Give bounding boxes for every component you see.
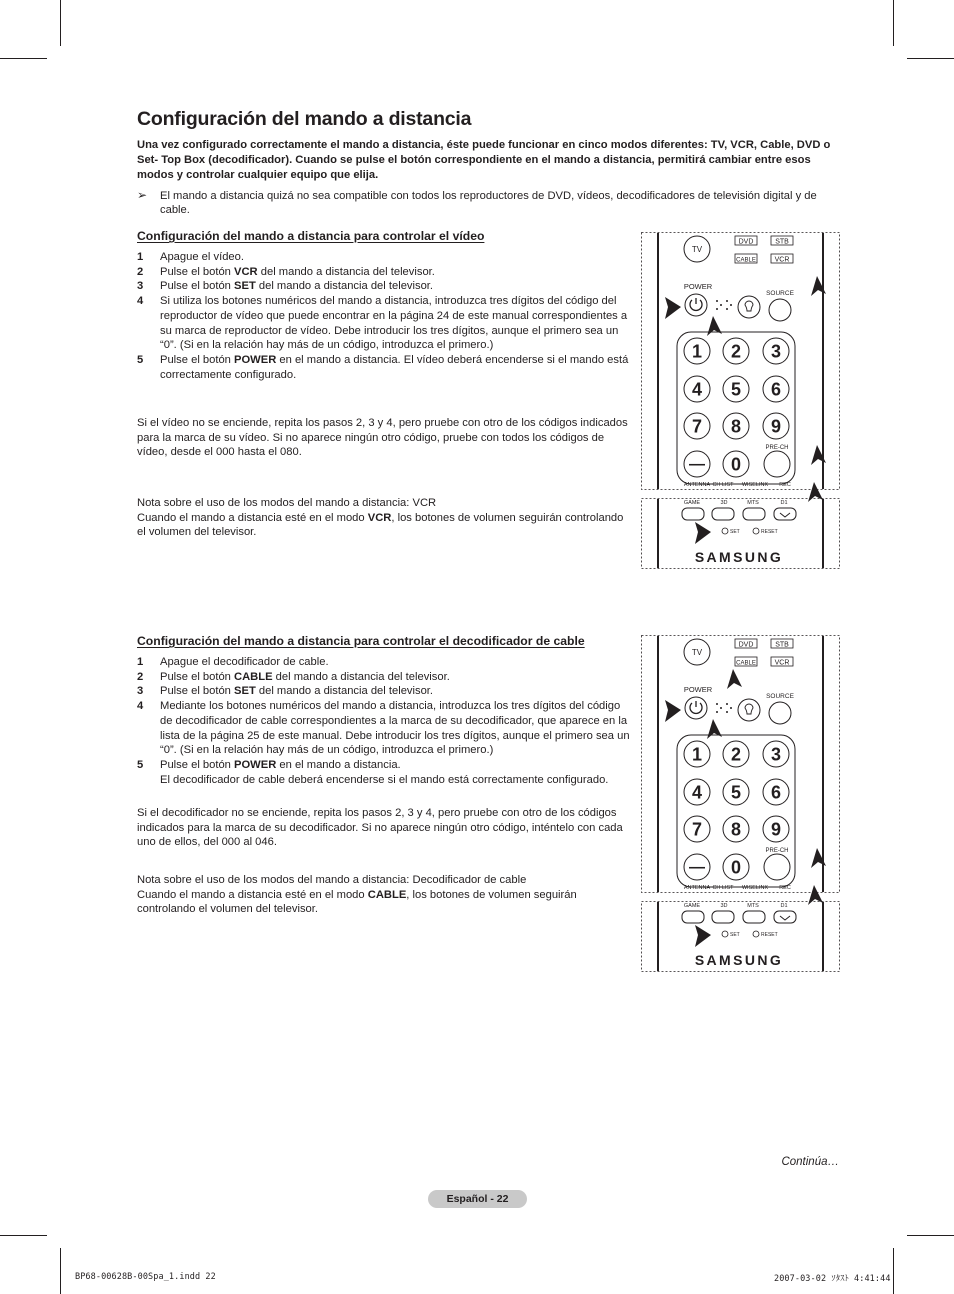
step-item: 5 Pulse el botón POWER en el mando a distancia. El decodificador de cable deberá encenderse si el mando está correctamente configurado. bbox=[137, 758, 609, 786]
dash-label: — bbox=[689, 859, 705, 876]
dash-label: — bbox=[689, 456, 705, 473]
digit-label: 3 bbox=[770, 744, 782, 765]
reset-label: RESET bbox=[761, 932, 778, 938]
section-title-cable: Configuración del mando a distancia para controlar el decodificador de cable bbox=[137, 634, 585, 648]
digit-label: 7 bbox=[691, 416, 703, 437]
step-item: 1 Apague el decodificador de cable. bbox=[137, 656, 329, 668]
pointer-arrow-icon bbox=[695, 925, 711, 947]
digit-label: 0 bbox=[730, 857, 742, 878]
set-label: SET bbox=[730, 932, 740, 938]
step-item: 2 Pulse el botón VCR del mando a distancia del televisor. bbox=[137, 265, 435, 278]
vcr-label: VCR bbox=[774, 256, 790, 264]
page-title: Configuración del mando a distancia bbox=[137, 108, 472, 130]
pointer-arrow-icon bbox=[665, 700, 681, 722]
remote-svg bbox=[641, 232, 840, 570]
remote-illustration-cable bbox=[641, 635, 840, 978]
compatibility-note bbox=[137, 189, 837, 217]
crop-mark bbox=[907, 1235, 954, 1236]
stb-label: STB bbox=[775, 238, 789, 246]
reset-label: RESET bbox=[761, 529, 778, 535]
remote-edge-right bbox=[822, 233, 824, 489]
cable-label: CABLE bbox=[736, 257, 756, 264]
section-title-vcr: Configuración del mando a distancia para controlar el vídeo bbox=[137, 229, 485, 243]
3d-label: 3D bbox=[720, 500, 728, 506]
source-button[interactable] bbox=[769, 299, 791, 321]
set-button[interactable] bbox=[722, 931, 728, 937]
page-number-badge: Español - 22 bbox=[428, 1190, 527, 1208]
pre-ch-button[interactable] bbox=[764, 854, 790, 880]
pre-ch-label: PRE-CH bbox=[765, 445, 789, 451]
pointer-arrow-icon bbox=[665, 297, 681, 319]
remote-edge-left bbox=[657, 233, 659, 489]
cable-label: CABLE bbox=[736, 660, 756, 667]
digit-label: 4 bbox=[691, 379, 703, 400]
steps-list-cable bbox=[137, 655, 634, 787]
mts-button[interactable] bbox=[743, 508, 765, 520]
footer-file-info: BP68-00628B-00Spa_1.indd 22 bbox=[75, 1272, 216, 1282]
digit-label: 5 bbox=[730, 379, 742, 400]
intro-paragraph: Una vez configurado correctamente el mando a distancia, éste puede funcionar en cinco modos diferentes: TV, VCR, Cable, DVD o Set- Top Box (decodificador). Cuando se pulse el botón correspondiente en el mando a distancia, permitirá cambiar entre esos modos y controlar cualquier equipo que elija. bbox=[137, 139, 831, 181]
set-button[interactable] bbox=[722, 528, 728, 534]
retry-paragraph-vcr: Si el vídeo no se enciende, repita los pasos 2, 3 y 4, pero pruebe con otro de los códigos indicados para la marca de su vídeo. Si no aparece ningún otro código, pruebe con todos los códigos de vídeo, desde el 000 hasta el 080. bbox=[137, 417, 628, 459]
samsung-logo: SAMSUNG bbox=[694, 952, 784, 968]
game-button[interactable] bbox=[682, 911, 704, 923]
digit-label: 8 bbox=[730, 416, 742, 437]
3d-button[interactable] bbox=[712, 911, 734, 923]
crop-mark bbox=[907, 58, 954, 59]
power-button[interactable] bbox=[685, 697, 707, 719]
game-label: GAME bbox=[683, 903, 701, 909]
3d-button[interactable] bbox=[712, 508, 734, 520]
step-item: 4 Si utiliza los botones numéricos del mando a distancia, introduzca tres dígitos del código del reproductor de vídeo que puede encontrar en la página 24 de este manual correspondientes a su marca de reproductor de vídeo. Debe introducir los tres dígitos, aunque el primero sea un “0”. (Si en la relación hay más de un código, introduzca el primero.) bbox=[137, 295, 628, 352]
power-label: POWER bbox=[683, 685, 713, 694]
digit-label: 2 bbox=[730, 341, 742, 362]
d1-button[interactable] bbox=[774, 508, 796, 520]
digit-label: 3 bbox=[770, 341, 782, 362]
d1-label: D1 bbox=[780, 903, 788, 909]
light-button[interactable] bbox=[738, 699, 760, 721]
pre-ch-button[interactable] bbox=[764, 451, 790, 477]
step-item: 1 Apague el vídeo. bbox=[137, 251, 244, 263]
steps-list-vcr bbox=[137, 250, 634, 382]
digit-label: 8 bbox=[730, 819, 742, 840]
antenna-label: ANTENNA bbox=[683, 885, 711, 891]
crop-mark bbox=[0, 58, 47, 59]
stb-label: STB bbox=[775, 641, 789, 649]
digit-label: 7 bbox=[691, 819, 703, 840]
remote-edge-left bbox=[657, 636, 659, 892]
pointer-arrow-icon bbox=[727, 669, 742, 689]
digit-label: 9 bbox=[770, 416, 782, 437]
digit-label: 6 bbox=[770, 379, 782, 400]
set-label: SET bbox=[730, 529, 740, 535]
footer-timestamp: 2007-03-02 ｿﾀｽﾄ 4:41:44 bbox=[774, 1274, 891, 1284]
rec-label: REC bbox=[779, 885, 791, 891]
ch-list-label: CH LIST bbox=[712, 885, 734, 891]
remote-edge-right bbox=[822, 636, 824, 892]
pointer-arrow-icon bbox=[695, 522, 711, 544]
mts-label: MTS bbox=[747, 903, 759, 909]
digit-label: 0 bbox=[730, 454, 742, 475]
crop-mark bbox=[60, 0, 61, 46]
crop-mark bbox=[893, 0, 894, 46]
wiselink-label: WISELINK bbox=[741, 885, 769, 891]
source-label: SOURCE bbox=[766, 290, 794, 297]
pre-ch-label: PRE-CH bbox=[765, 848, 789, 854]
step-item: 5 Pulse el botón POWER en el mando a distancia. El vídeo deberá encenderse si el mando está correctamente configurado. bbox=[137, 353, 629, 381]
remote-svg bbox=[641, 635, 840, 973]
samsung-logo: SAMSUNG bbox=[694, 549, 784, 565]
dvd-label: DVD bbox=[738, 238, 754, 246]
3d-label: 3D bbox=[720, 903, 728, 909]
source-label: SOURCE bbox=[766, 693, 794, 700]
mode-note-vcr: Nota sobre el uso de los modos del mando a distancia: VCR Cuando el mando a distancia esté en el modo VCR, los botones de volumen seguirán controlando el volumen del televisor. bbox=[137, 497, 624, 539]
digit-label: 9 bbox=[770, 819, 782, 840]
source-button[interactable] bbox=[769, 702, 791, 724]
antenna-label: ANTENNA bbox=[683, 482, 711, 488]
retry-paragraph-cable: Si el decodificador no se enciende, repita los pasos 2, 3 y 4, pero pruebe con otro de los códigos indicados para la marca de su decodificador. Si no aparece ningún otro código, inténtelo con cada uno de ellos, del 000 al 046. bbox=[137, 807, 623, 849]
ch-list-label: CH LIST bbox=[712, 482, 734, 488]
digit-label: 6 bbox=[770, 782, 782, 803]
note-text: El mando a distancia quizá no sea compatible con todos los reproductores de DVD, vídeos, decodificadores de televisión digital y de cable. bbox=[160, 190, 817, 216]
d1-label: D1 bbox=[780, 500, 788, 506]
wiselink-label: WISELINK bbox=[741, 482, 769, 488]
crop-mark bbox=[0, 1235, 47, 1236]
light-button[interactable] bbox=[738, 296, 760, 318]
vcr-label: VCR bbox=[774, 659, 790, 667]
step-item: 3 Pulse el botón SET del mando a distancia del televisor. bbox=[137, 280, 434, 293]
step-item: 3 Pulse el botón SET del mando a distancia del televisor. bbox=[137, 685, 434, 698]
pointer-arrow-icon bbox=[808, 482, 823, 502]
digit-label: 5 bbox=[730, 782, 742, 803]
d1-button[interactable] bbox=[774, 911, 796, 923]
digit-label: 4 bbox=[691, 782, 703, 803]
digit-label: 1 bbox=[691, 744, 703, 765]
reset-button[interactable] bbox=[753, 528, 759, 534]
reset-button[interactable] bbox=[753, 931, 759, 937]
digit-label: 2 bbox=[730, 744, 742, 765]
tv-label: TV bbox=[691, 245, 703, 254]
pointer-arrow-icon bbox=[808, 885, 823, 905]
step-item: 2 Pulse el botón CABLE del mando a distancia del televisor. bbox=[137, 670, 450, 683]
power-label: POWER bbox=[683, 282, 713, 291]
dvd-label: DVD bbox=[738, 641, 754, 649]
tv-label: TV bbox=[691, 648, 703, 657]
step-item: 4 Mediante los botones numéricos del mando a distancia, introduzca los tres dígitos del código de decodificador de cable correspondientes a la marca de su decodificador, que aparece en la lista de la página 25 de este manual. Debe introducir los tres dígitos, aunque el primero sea un “0”. (Si en la relación hay más de un código, introduzca el primero.) bbox=[137, 700, 630, 757]
mode-note-cable: Nota sobre el uso de los modos del mando a distancia: Decodificador de cable Cuando el mando a distancia esté en el modo CABLE, los botones de volumen seguirán controlando el volumen del televisor. bbox=[137, 874, 577, 916]
digit-label: 1 bbox=[691, 341, 703, 362]
rec-label: REC bbox=[779, 482, 791, 488]
continued-label: Continúa… bbox=[781, 1156, 839, 1168]
game-label: GAME bbox=[683, 500, 701, 506]
mts-button[interactable] bbox=[743, 911, 765, 923]
note-arrow-icon: ➢ bbox=[137, 188, 148, 202]
game-button[interactable] bbox=[682, 508, 704, 520]
remote-illustration-vcr bbox=[641, 232, 840, 575]
power-button[interactable] bbox=[685, 294, 707, 316]
mts-label: MTS bbox=[747, 500, 759, 506]
crop-mark bbox=[893, 1248, 894, 1294]
crop-mark bbox=[60, 1248, 61, 1294]
